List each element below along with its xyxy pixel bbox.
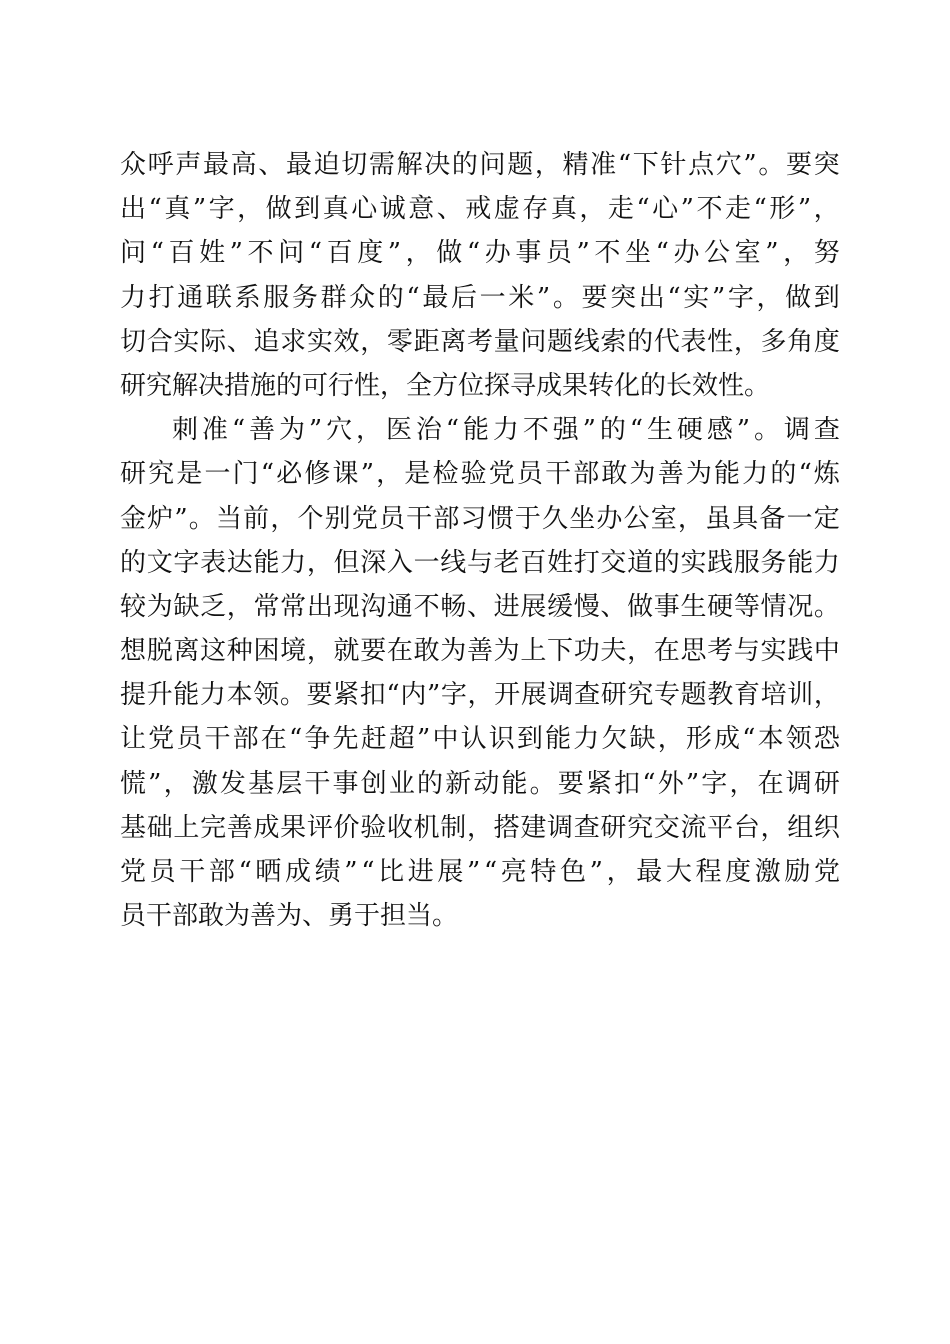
text-line: 慌 ” ， 激 发 基 层 干 事 创 业 的 新 动 能 。 要 紧 扣 “ 外 ” 字 ， 在 调 研 xyxy=(120,768,840,799)
text-line: 出 “ 真 ” 字 ， 做 到 真 心 诚 意 、 戒 虚 存 真 ， 走 “ 心 ” 不 走 “ 形 ” ， xyxy=(120,194,840,225)
text-line: 力 打 通 联 系 服 务 群 众 的 “ 最 后 一 米 ” 。 要 突 出 “ 实 ” 字 ， 做 到 xyxy=(120,282,840,313)
text-line: 基 础 上 完 善 成 果 评 价 验 收 机 制 ， 搭 建 调 查 研 究 交 流 平 台 ， 组 织 xyxy=(120,812,840,843)
text-line: 切 合 实 际 、 追 求 实 效 ， 零 距 离 考 量 问 题 线 索 的 代 表 性 ， 多 角 度 xyxy=(120,326,840,357)
text-line: 党 员 干 部 “ 晒 成 绩 ” “ 比 进 展 ” “ 亮 特 色 ” ， 最 大 程 度 激 励 党 xyxy=(120,857,840,887)
text-line: 研 究 是 一 门 “ 必 修 课 ” ， 是 检 验 党 员 干 部 敢 为 善 为 能 力 的 “ 炼 xyxy=(120,459,840,490)
text-line: 较 为 缺 乏 ， 常 常 出 现 沟 通 不 畅 、 进 展 缓 慢 、 做 事 生 硬 等 情 况 。 xyxy=(120,591,840,622)
text-line: 金 炉 ” 。 当 前 ， 个 别 党 员 干 部 习 惯 于 久 坐 办 公 室 ， 虽 具 备 一 定 xyxy=(120,503,840,534)
body-text xyxy=(120,143,840,938)
text-line: 众 呼 声 最 高 、 最 迫 切 需 解 决 的 问 题 ， 精 准 “ 下 针 点 穴 ” 。 要 突 xyxy=(120,150,840,180)
text-line: 研究解决措施的可行性，全方位探寻成果转化的长效性。 xyxy=(120,370,771,401)
text-line: 让 党 员 干 部 在 “ 争 先 赶 超 ” 中 认 识 到 能 力 欠 缺 ， 形 成 “ 本 领 恐 xyxy=(120,724,840,755)
text-line: 员干部敢为善为、勇于担当。 xyxy=(120,901,459,932)
text-line: 想 脱 离 这 种 困 境 ， 就 要 在 敢 为 善 为 上 下 功 夫 ， 在 思 考 与 实 践 中 xyxy=(120,636,840,667)
text-line: 的 文 字 表 达 能 力 ， 但 深 入 一 线 与 老 百 姓 打 交 道 的 实 践 服 务 能 力 xyxy=(120,547,840,578)
paragraph-start-line: 刺 准 “ 善 为 ” 穴 ， 医 治 “ 能 力 不 强 ” 的 “ 生 硬 感 ” 。 调 查 xyxy=(172,415,840,446)
text-line: 提 升 能 力 本 领 。 要 紧 扣 “ 内 ” 字 ， 开 展 调 查 研 究 专 题 教 育 培 训 ， xyxy=(120,680,840,711)
text-line: 问 “ 百 姓 ” 不 问 “ 百 度 ” ， 做 “ 办 事 员 ” 不 坐 “ 办 公 室 ” ， 努 xyxy=(120,238,840,269)
